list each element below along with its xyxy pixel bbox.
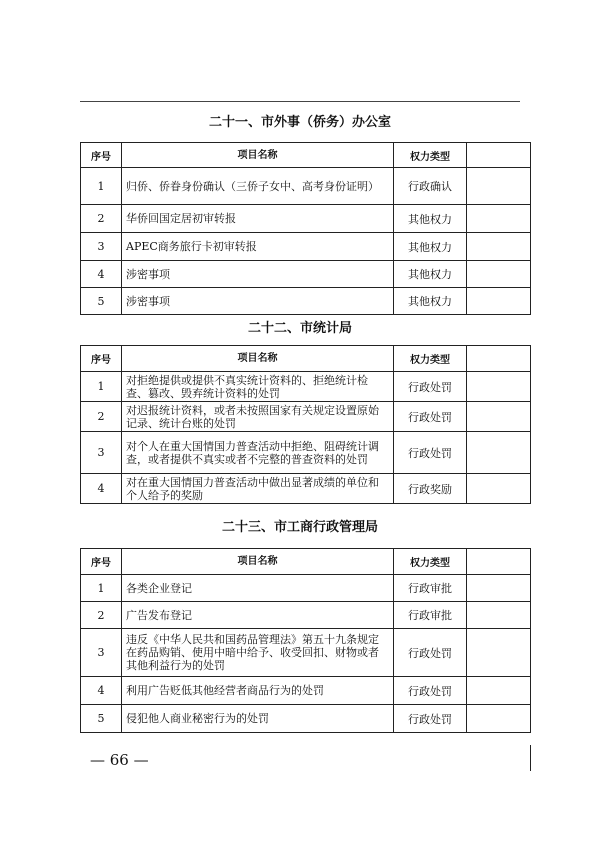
row-no: 2 (81, 205, 122, 233)
footer-margin-mark (530, 745, 531, 771)
table-row (81, 288, 531, 315)
table-row (81, 432, 531, 474)
row-type: 其他权力 (394, 288, 467, 315)
table-row (81, 402, 531, 432)
header-blank (467, 346, 531, 372)
row-blank (467, 432, 531, 474)
table-row (81, 233, 531, 261)
header-rule (80, 101, 520, 102)
row-name: 广告发布登记 (122, 602, 394, 629)
table-header-row (81, 143, 531, 168)
row-name: 利用广告贬低其他经营者商品行为的处罚 (122, 677, 394, 705)
row-type: 行政处罚 (394, 372, 467, 402)
header-no: 序号 (81, 346, 122, 372)
row-no: 1 (81, 168, 122, 205)
table-row (81, 168, 531, 205)
table-row (81, 205, 531, 233)
row-type: 其他权力 (394, 261, 467, 288)
row-blank (467, 233, 531, 261)
header-name: 项目名称 (122, 346, 394, 372)
row-name: 涉密事项 (122, 288, 394, 315)
section-title: 二十三、市工商行政管理局 (221, 520, 378, 535)
row-type: 行政奖励 (394, 474, 467, 504)
header-blank (467, 143, 531, 168)
row-blank (467, 168, 531, 205)
row-type: 行政处罚 (394, 677, 467, 705)
row-type: 行政处罚 (394, 432, 467, 474)
row-no: 3 (81, 233, 122, 261)
section-title: 二十一、市外事（侨务）办公室 (208, 115, 391, 130)
header-type: 权力类型 (394, 143, 467, 168)
header-name: 项目名称 (122, 143, 394, 168)
row-blank (467, 575, 531, 602)
row-blank (467, 629, 531, 677)
table-row (81, 602, 531, 629)
row-blank (467, 402, 531, 432)
row-no: 4 (81, 474, 122, 504)
row-name: 对迟报统计资料，或者未按照国家有关规定设置原始记录、统计台账的处罚 (122, 402, 394, 432)
table-row (81, 372, 531, 402)
row-type: 行政确认 (394, 168, 467, 205)
header-type: 权力类型 (394, 346, 467, 372)
page-number: — 66 — (90, 751, 149, 769)
row-blank (467, 602, 531, 629)
header-blank (467, 549, 531, 575)
row-name: 对个人在重大国情国力普查活动中拒绝、阻碍统计调查，或者提供不真实或者不完整的普查资料的处罚 (122, 432, 394, 474)
row-name: 违反《中华人民共和国药品管理法》第五十九条规定在药品购销、使用中暗中给予、收受回扣、财物或者其他利益行为的处罚 (122, 629, 394, 677)
row-blank (467, 705, 531, 733)
power-list-table (80, 345, 531, 504)
row-name: 对拒绝提供或提供不真实统计资料的、拒绝统计检查、篡改、毁弃统计资料的处罚 (122, 372, 394, 402)
row-no: 4 (81, 261, 122, 288)
row-no: 4 (81, 677, 122, 705)
row-no: 2 (81, 402, 122, 432)
power-list-table (80, 548, 531, 733)
section-title: 二十二、市统计局 (247, 321, 352, 336)
row-type: 行政处罚 (394, 705, 467, 733)
row-blank (467, 261, 531, 288)
row-name: 各类企业登记 (122, 575, 394, 602)
row-type: 行政审批 (394, 602, 467, 629)
row-name: 华侨回国定居初审转报 (122, 205, 394, 233)
header-type: 权力类型 (394, 549, 467, 575)
row-type: 行政处罚 (394, 629, 467, 677)
header-no: 序号 (81, 143, 122, 168)
row-blank (467, 205, 531, 233)
table-row (81, 705, 531, 733)
row-no: 1 (81, 372, 122, 402)
row-name: APEC商务旅行卡初审转报 (122, 233, 394, 261)
row-blank (467, 372, 531, 402)
row-name: 对在重大国情国力普查活动中做出显著成绩的单位和个人给予的奖励 (122, 474, 394, 504)
header-no: 序号 (81, 549, 122, 575)
row-type: 行政处罚 (394, 402, 467, 432)
row-no: 2 (81, 602, 122, 629)
power-list-table (80, 142, 531, 315)
table-row (81, 677, 531, 705)
row-type: 其他权力 (394, 233, 467, 261)
row-blank (467, 474, 531, 504)
table-header-row (81, 549, 531, 575)
table-row (81, 575, 531, 602)
row-blank (467, 677, 531, 705)
table-row (81, 629, 531, 677)
row-no: 3 (81, 629, 122, 677)
row-no: 5 (81, 288, 122, 315)
table-row (81, 474, 531, 504)
row-no: 5 (81, 705, 122, 733)
row-no: 1 (81, 575, 122, 602)
table-header-row (81, 346, 531, 372)
row-no: 3 (81, 432, 122, 474)
row-type: 行政审批 (394, 575, 467, 602)
row-name: 侵犯他人商业秘密行为的处罚 (122, 705, 394, 733)
header-name: 项目名称 (122, 549, 394, 575)
row-name: 归侨、侨眷身份确认（三侨子女中、高考身份证明） (122, 168, 394, 205)
table-row (81, 261, 531, 288)
row-blank (467, 288, 531, 315)
row-type: 其他权力 (394, 205, 467, 233)
row-name: 涉密事项 (122, 261, 394, 288)
